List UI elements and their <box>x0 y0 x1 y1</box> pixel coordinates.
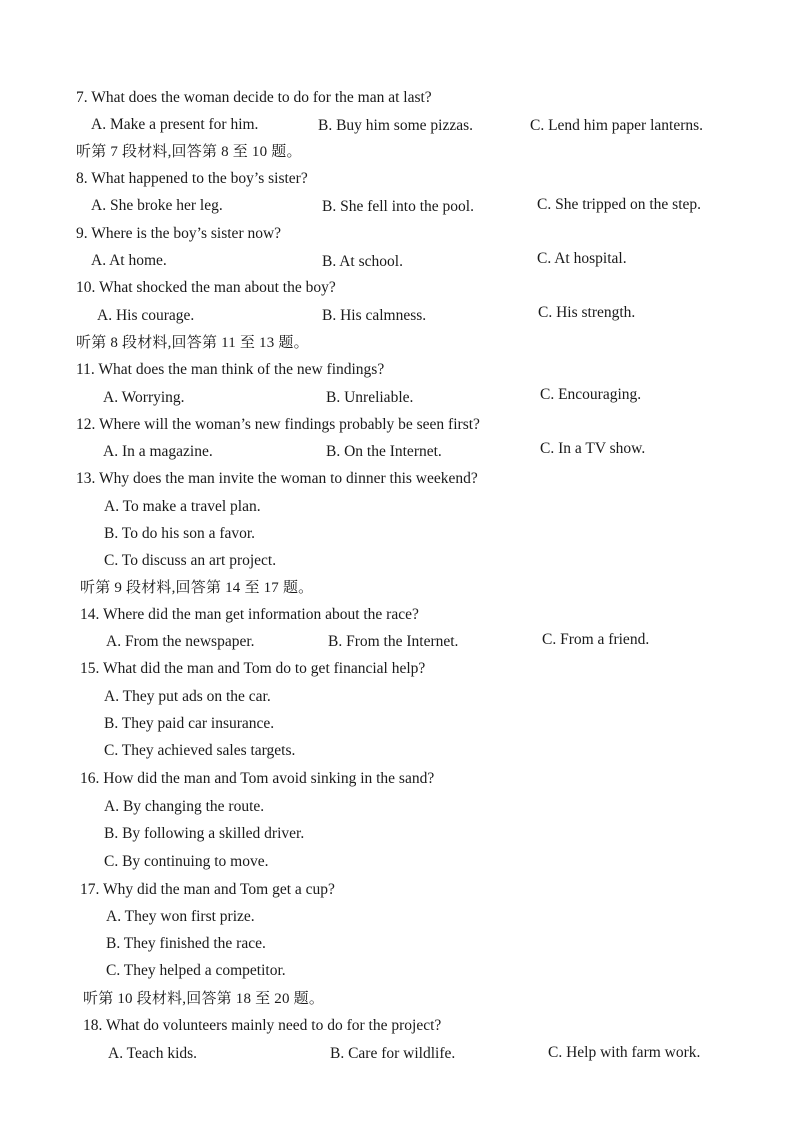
q17-option-c: C. They helped a competitor. <box>106 962 286 979</box>
q17-option-b: B. They finished the race. <box>106 935 266 952</box>
q7-option-b: B. Buy him some pizzas. <box>318 117 473 134</box>
q12-option-a: A. In a magazine. <box>103 443 213 460</box>
q10-option-b: B. His calmness. <box>322 307 427 324</box>
q18-option-b: B. Care for wildlife. <box>330 1045 456 1062</box>
section-10-heading: 听第 10 段材料,回答第 18 至 20 题。 <box>83 991 325 1007</box>
q9-option-c: C. At hospital. <box>537 250 627 267</box>
q15-option-a: A. They put ads on the car. <box>104 688 271 705</box>
question-16: 16. How did the man and Tom avoid sinking in the sand? <box>80 770 435 787</box>
q13-option-b: B. To do his son a favor. <box>104 525 256 542</box>
q16-option-b: B. By following a skilled driver. <box>104 825 305 842</box>
q9-option-b: B. At school. <box>322 253 403 270</box>
q14-option-b: B. From the Internet. <box>328 633 459 650</box>
q11-option-a: A. Worrying. <box>103 389 185 406</box>
question-17: 17. Why did the man and Tom get a cup? <box>80 881 335 898</box>
q16-option-c: C. By continuing to move. <box>104 853 269 870</box>
q14-option-c: C. From a friend. <box>542 631 650 648</box>
section-9-heading: 听第 9 段材料,回答第 14 至 17 题。 <box>80 580 314 596</box>
question-8: 8. What happened to the boy’s sister? <box>76 170 308 187</box>
q18-option-a: A. Teach kids. <box>108 1045 198 1062</box>
q16-option-a: A. By changing the route. <box>104 798 265 815</box>
section-8-heading: 听第 8 段材料,回答第 11 至 13 题。 <box>76 335 309 351</box>
q8-option-a: A. She broke her leg. <box>91 197 223 214</box>
question-14: 14. Where did the man get information about the race? <box>80 606 419 623</box>
q8-option-c: C. She tripped on the step. <box>537 196 702 213</box>
q8-option-b: B. She fell into the pool. <box>322 198 474 215</box>
q14-option-a: A. From the newspaper. <box>106 633 255 650</box>
q12-option-b: B. On the Internet. <box>326 443 442 460</box>
question-15: 15. What did the man and Tom do to get financial help? <box>80 660 426 677</box>
q18-option-c: C. Help with farm work. <box>548 1044 701 1061</box>
q15-option-c: C. They achieved sales targets. <box>104 742 296 759</box>
q11-option-b: B. Unreliable. <box>326 389 414 406</box>
section-7-heading: 听第 7 段材料,回答第 8 至 10 题。 <box>76 144 302 160</box>
q13-option-a: A. To make a travel plan. <box>104 498 261 515</box>
q15-option-b: B. They paid car insurance. <box>104 715 275 732</box>
question-11: 11. What does the man think of the new findings? <box>76 361 385 378</box>
question-13: 13. Why does the man invite the woman to dinner this weekend? <box>76 470 478 487</box>
q9-option-a: A. At home. <box>91 252 167 269</box>
question-12: 12. Where will the woman’s new findings probably be seen first? <box>76 416 480 433</box>
q10-option-a: A. His courage. <box>97 307 195 324</box>
question-18: 18. What do volunteers mainly need to do for the project? <box>83 1017 442 1034</box>
question-10: 10. What shocked the man about the boy? <box>76 279 336 296</box>
q13-option-c: C. To discuss an art project. <box>104 552 277 569</box>
q12-option-c: C. In a TV show. <box>540 440 646 457</box>
question-7: 7. What does the woman decide to do for the man at last? <box>76 89 432 106</box>
q11-option-c: C. Encouraging. <box>540 386 642 403</box>
question-9: 9. Where is the boy’s sister now? <box>76 225 282 242</box>
q7-option-c: C. Lend him paper lanterns. <box>530 117 704 134</box>
q10-option-c: C. His strength. <box>538 304 636 321</box>
q7-option-a: A. Make a present for him. <box>91 116 259 133</box>
q17-option-a: A. They won first prize. <box>106 908 255 925</box>
